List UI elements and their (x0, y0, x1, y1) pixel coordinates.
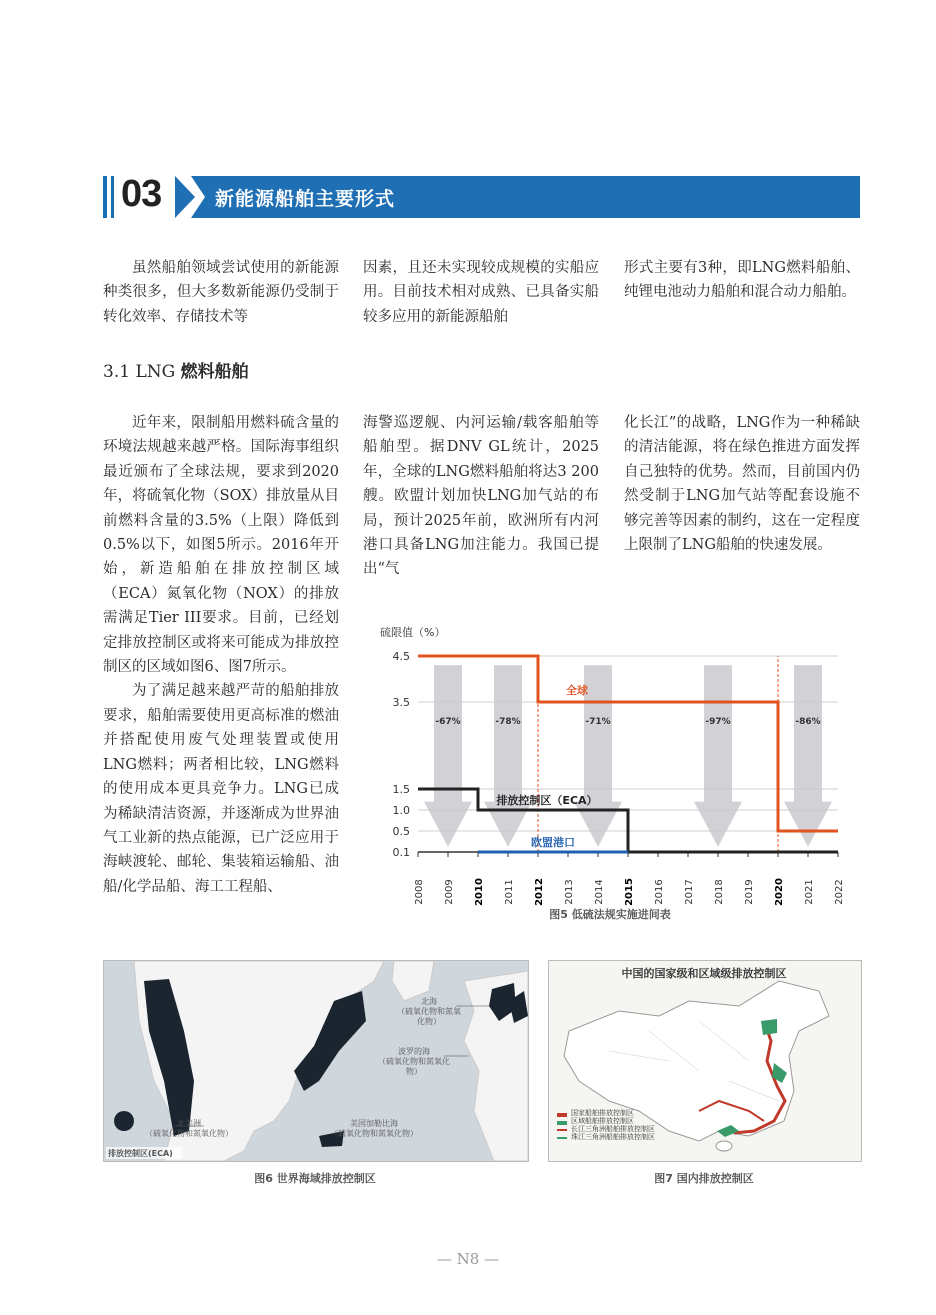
x-tick-label: 2020 (774, 878, 785, 906)
label-north-sea: 北海 (421, 997, 437, 1006)
fig5-caption: 图5 低硫法规实施进间表 (549, 908, 671, 921)
world-eca-map: 北海 （硫氧化物和氮氧化物） 波罗的海 （硫氧化物和氮氧化物） 北美洲 （硫氧化物和氮氧化物） 美国加勒比海 （硫氧化物和氮氧化物） 排放控制区(ECA) (103, 960, 529, 1162)
y-tick-label: 0.5 (392, 825, 410, 838)
section-number: 03 (121, 173, 162, 215)
reduction-arrow (484, 665, 532, 847)
eca-hawaii-zone (114, 1111, 134, 1131)
x-tick-label: 2019 (744, 879, 755, 905)
y-tick-label: 1.5 (392, 783, 410, 796)
series-label: 全球 (566, 684, 588, 697)
y-tick-label: 0.1 (392, 846, 410, 859)
paragraph: 为了满足越来越严苛的船舶排放要求，船舶需要使用更高标准的燃油并搭配使用废气处理装置或使用LNG燃料；两者相比较，LNG燃料的使用成本更具竞争力。LNG已成为稀缺清洁资源，并逐渐成为世界油气工业新的热点能源，已广泛应用于海峡渡轮、邮轮、集装箱运输船、油船/化学品船、海工工程船、 (103, 683, 339, 895)
x-tick-label: 2015 (624, 878, 635, 906)
y-tick-label: 3.5 (392, 696, 410, 709)
intro-col-2: 因素，且还未实现较成规模的实船应用。目前技术相对成熟、已具备实船较多应用的新能源船舶 (363, 260, 599, 325)
y-tick-label: 1.0 (392, 804, 410, 817)
series-line (418, 656, 838, 831)
x-tick-label: 2010 (474, 878, 485, 906)
reduction-label: -86% (795, 716, 821, 727)
x-tick-label: 2012 (534, 878, 545, 906)
body-col-1 (103, 411, 339, 899)
intro-col-1: 虽然船舶领域尝试使用的新能源种类很多，但大多数新能源仍受制于转化效率、存储技术等 (103, 260, 339, 325)
fig6-caption: 图6 世界海域排放控制区 (254, 1172, 376, 1185)
x-tick-label: 2021 (804, 879, 815, 905)
reduction-arrow (424, 665, 472, 847)
series-line (418, 789, 838, 852)
intro-col-3: 形式主要有3种，即LNG燃料船舶、纯锂电池动力船舶和混合动力船舶。 (624, 260, 860, 301)
china-eca-map (548, 960, 862, 1162)
reduction-label: -67% (435, 716, 461, 727)
fig7-legend: 国家船舶排放控制区 区域船舶排放控制区 长江三角洲船舶排放控制区 珠江三角洲船舶排放控制区 (571, 1109, 655, 1141)
reduction-label: -78% (495, 716, 521, 727)
x-tick-label: 2009 (444, 879, 455, 905)
x-tick-label: 2016 (654, 879, 665, 905)
label-baltic: 波罗的海 (398, 1047, 430, 1056)
x-tick-label: 2014 (594, 879, 605, 905)
series-label: 欧盟港口 (531, 836, 575, 849)
legend-eca: 排放控制区(ECA) (108, 1149, 173, 1158)
reduction-label: -97% (705, 716, 731, 727)
x-tick-label: 2018 (714, 879, 725, 905)
regional-eca-zone (761, 1019, 777, 1035)
reduction-arrow (784, 665, 832, 847)
body-col-2: 海警巡逻舰、内河运输/载客船舶等船舶型。据DNV GL统计，2025年，全球的LNG燃料船舶将达3 200艘。欧盟计划加快LNG加气站的布局，预计2025年前，欧洲所有内河港口具备LNG加注能力。我国已提出“气 (363, 415, 599, 578)
x-tick-label: 2017 (684, 879, 695, 905)
page-number: — N8 — (436, 1250, 500, 1268)
section-title: 新能源船舶主要形式 (215, 188, 396, 210)
label-north-america: 北美洲 (177, 1119, 201, 1128)
x-tick-label: 2008 (414, 879, 425, 905)
y-tick-label: 4.5 (392, 650, 410, 663)
sulfur-limit-chart (360, 620, 860, 925)
x-tick-label: 2011 (504, 879, 515, 905)
y-axis-label: 硫限值（%） (380, 626, 446, 639)
reduction-arrow (694, 665, 742, 847)
x-tick-label: 2013 (564, 879, 575, 905)
series-label: 排放控制区（ECA） (496, 794, 598, 807)
subsection-heading: 3.1 LNG 燃料船舶 (103, 362, 249, 382)
paragraph: 近年来，限制船用燃料硫含量的环境法规越来越严格。国际海事组织最近颁布了全球法规，要求到2020年，将硫氧化物（SOX）排放量从目前燃料含量的3.5%（上限）降低到0.5%以下，如图5所示。2016年开始，新造船舶在排放控制区域（ECA）氮氧化物（NOX）的排放需满足Tier III要求。目前，已经划定排放控制区或将来可能成为排放控制区的区域如图6、图7所示。 (103, 415, 339, 676)
section-header (103, 173, 860, 218)
body-col-3: 化长江”的战略，LNG作为一种稀缺的清洁能源，将在绿色推进方面发挥自己独特的优势。然而，目前国内仍然受制于LNG加气站等配套设施不够完善等因素的制约，这在一定程度上限制了LNG船舶的快速发展。 (624, 415, 860, 554)
fig7-caption: 图7 国内排放控制区 (654, 1172, 754, 1185)
reduction-label: -71% (585, 716, 611, 727)
x-tick-label: 2022 (834, 879, 845, 905)
label-caribbean: 美国加勒比海 (350, 1119, 398, 1128)
fig7-title: 中国的国家级和区域级排放控制区 (621, 967, 787, 980)
